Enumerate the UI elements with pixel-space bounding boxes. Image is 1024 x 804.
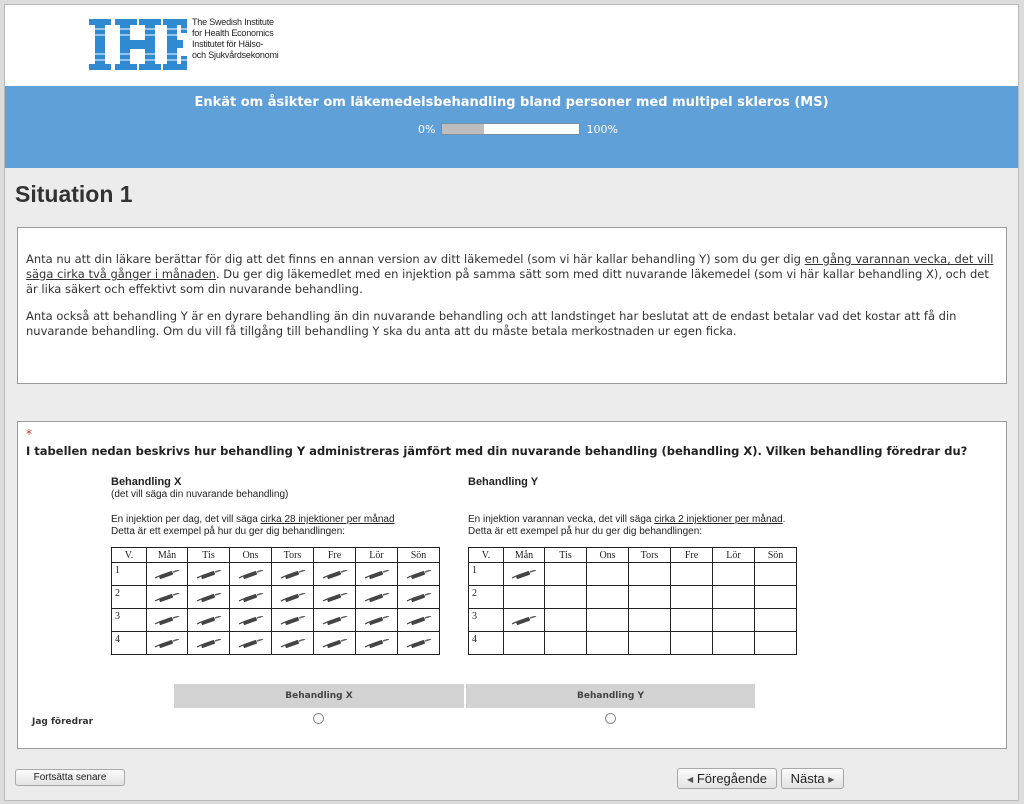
ty-header-row [469,548,797,563]
tx-day-cell [356,632,398,655]
logo-caption [192,17,279,61]
ty-day-cell [504,563,545,586]
ty-day-cell [755,632,797,655]
tx-week-number: 3 [112,609,147,632]
ty-day-cell [504,586,545,609]
ty-week-row [469,609,797,632]
syringe-icon [238,639,264,648]
treatment-x-schedule-table [111,547,440,655]
treatment-x-desc-start: En injektion per dag, det vill säga [111,514,261,525]
syringe-icon [406,616,432,625]
tx-header-row [112,548,440,563]
tx-col-header: Sön [398,548,440,563]
syringe-icon [364,639,390,648]
question-box [17,421,1007,749]
syringe-icon [322,639,348,648]
ty-day-cell [629,632,671,655]
treatment-x-subheading: (det vill säga din nuvarande behandling) [111,489,289,500]
intro-p1-underlined: en gång varannan vecka, det vill säga cirka två gånger i månaden [26,252,994,281]
syringe-icon [364,616,390,625]
tx-week-number: 1 [112,563,147,586]
syringe-icon [154,616,180,625]
tx-col-header: Tors [272,548,314,563]
ty-day-cell [671,563,713,586]
tx-day-cell [356,563,398,586]
treatment-y-desc-start: En injektion varannan vecka, det vill säga [468,514,655,525]
syringe-icon [406,593,432,602]
treatment-y-panel [468,476,798,655]
syringe-icon [406,570,432,579]
next-button-label: Nästa [790,771,825,786]
tx-day-cell [356,609,398,632]
tx-day-cell [314,632,356,655]
choice-row-label: Jag föredrar [32,717,94,727]
tx-day-cell [398,586,440,609]
intro-paragraph-2: Anta också att behandling Y är en dyrare behandling än din nuvarande behandling och att landstinget har beslutat att de endast betalar vad det kostar att få din nuvarande behandling. Om du vill få tillgång till behandling Y ska du anta att du måste betala merkostnaden ur egen ficka. [26,309,957,338]
tx-week-row [112,563,440,586]
ty-week-number: 1 [469,563,504,586]
tx-day-cell [147,632,188,655]
survey-banner [5,86,1018,168]
tx-col-header: V. [112,548,147,563]
treatment-y-schedule-table [468,547,797,655]
header-logo-bar [5,5,1018,86]
intro-text-box [17,227,1007,384]
tx-week-row [112,632,440,655]
ty-day-cell [587,563,629,586]
syringe-icon [280,570,306,579]
syringe-icon [196,593,222,602]
treatment-y-description [468,514,798,538]
syringe-icon [511,616,537,625]
syringe-icon [322,616,348,625]
progress-max-label: 100% [586,122,618,136]
ty-day-cell [504,632,545,655]
treatment-x-desc-end: Detta är ett exempel på hur du ger dig behandlingen: [111,526,346,537]
ty-day-cell [587,609,629,632]
intro-p1-end: . Du ger dig läkemedlet med en injektion på samma sätt som med ditt nuvarande läkemedel (som vi här kallar behandling X), och det är lika säkert och effektivt som din nuvarande behandling. [26,267,989,296]
ty-day-cell [545,563,587,586]
logo-line-1: The Swedish Institute [192,17,274,27]
tx-day-cell [188,586,230,609]
tx-day-cell [188,609,230,632]
tx-day-cell [188,632,230,655]
logo-line-3: Institutet för Hälso- [192,39,264,49]
ty-day-cell [713,586,755,609]
tx-week-row [112,586,440,609]
tx-day-cell [230,563,272,586]
treatment-y-spacer [468,489,798,500]
syringe-icon [406,639,432,648]
syringe-icon [238,616,264,625]
tx-col-header: Mån [147,548,188,563]
tx-day-cell [230,586,272,609]
ty-week-row [469,632,797,655]
tx-col-header: Lör [356,548,398,563]
ty-week-number: 4 [469,632,504,655]
tx-day-cell [314,563,356,586]
tx-week-number: 4 [112,632,147,655]
syringe-icon [196,570,222,579]
survey-window [4,4,1019,801]
ty-day-cell [671,632,713,655]
ihe-logo-icon [89,19,187,70]
syringe-icon [364,570,390,579]
radio-treatment-y[interactable] [605,713,616,724]
tx-day-cell [188,563,230,586]
tx-day-cell [272,609,314,632]
syringe-icon [322,593,348,602]
syringe-icon [196,616,222,625]
next-button[interactable] [781,768,844,789]
tx-day-cell [272,563,314,586]
tx-day-cell [356,586,398,609]
intro-p1-start: Anta nu att din läkare berättar för dig att det finns en annan version av ditt läkemedel (som vi här kallar behandling Y) som du ger dig [26,252,805,266]
ty-week-row [469,563,797,586]
previous-button[interactable] [677,768,777,789]
ty-day-cell [713,632,755,655]
ty-day-cell [587,632,629,655]
ty-week-row [469,586,797,609]
tx-col-header: Fre [314,548,356,563]
syringe-icon [238,570,264,579]
ty-day-cell [587,586,629,609]
logo-line-4: och Sjukvårdsekonomi [192,50,279,60]
syringe-icon [238,593,264,602]
ty-col-header: Mån [504,548,545,563]
ty-day-cell [755,609,797,632]
treatment-y-desc-end: . Detta är ett exempel på hur du ger dig behandlingen: [468,514,786,537]
question-text: I tabellen nedan beskrivs hur behandling Y administreras jämfört med din nuvarande behandling (behandling X). Vilken behandling föredrar du? [26,444,968,458]
tx-day-cell [398,632,440,655]
tx-week-number: 2 [112,586,147,609]
syringe-icon [322,570,348,579]
tx-day-cell [147,563,188,586]
chevron-right-icon: ▶ [828,775,835,785]
treatment-x-heading: Behandling X [111,476,182,488]
syringe-icon [280,593,306,602]
syringe-icon [154,593,180,602]
logo-line-2: for Health Economics [192,28,274,38]
ty-col-header: Lör [713,548,755,563]
tx-day-cell [272,632,314,655]
treatment-x-panel [111,476,441,655]
tx-week-row [112,609,440,632]
tx-day-cell [272,586,314,609]
page-title: Situation 1 [15,181,133,207]
continue-later-button[interactable]: Fortsätta senare [15,769,125,786]
tx-day-cell [230,609,272,632]
progress-min-label: 0% [418,122,436,136]
progress-bar [441,123,580,135]
syringe-icon [154,570,180,579]
syringe-icon [280,616,306,625]
ty-day-cell [713,563,755,586]
tx-day-cell [230,632,272,655]
tx-day-cell [314,609,356,632]
ty-day-cell [713,609,755,632]
tx-day-cell [314,586,356,609]
ty-day-cell [629,586,671,609]
ty-day-cell [755,586,797,609]
ty-col-header: Tis [545,548,587,563]
ty-col-header: V. [469,548,504,563]
treatment-x-desc-underlined: cirka 28 injektioner per månad [260,514,395,525]
tx-day-cell [147,609,188,632]
progress-fill [442,124,483,134]
choice-header-y: Behandling Y [466,684,755,708]
ty-col-header: Fre [671,548,713,563]
progress-indicator [418,121,618,137]
tx-day-cell [147,586,188,609]
syringe-icon [154,639,180,648]
ty-day-cell [671,609,713,632]
ty-day-cell [629,609,671,632]
survey-title: Enkät om åsikter om läkemedelsbehandling bland personer med multipel skleros (MS) [194,95,829,110]
ty-week-number: 3 [469,609,504,632]
ty-day-cell [504,609,545,632]
ty-day-cell [755,563,797,586]
syringe-icon [364,593,390,602]
ty-day-cell [545,586,587,609]
tx-day-cell [398,609,440,632]
syringe-icon [196,639,222,648]
tx-day-cell [398,563,440,586]
required-marker: * [26,427,32,441]
radio-treatment-x[interactable] [313,713,324,724]
tx-col-header: Tis [188,548,230,563]
ty-week-number: 2 [469,586,504,609]
syringe-icon [280,639,306,648]
ty-col-header: Ons [587,548,629,563]
ty-day-cell [671,586,713,609]
treatment-x-description [111,514,441,538]
ty-day-cell [545,632,587,655]
tx-col-header: Ons [230,548,272,563]
ty-day-cell [545,609,587,632]
treatment-y-desc-underlined: cirka 2 injektioner per månad [654,514,783,525]
previous-button-label: Föregående [696,771,767,786]
ty-col-header: Sön [755,548,797,563]
chevron-left-icon: ◀ [687,775,694,785]
ty-day-cell [629,563,671,586]
intro-paragraph-1 [26,252,998,297]
choice-header-x: Behandling X [174,684,464,708]
syringe-icon [511,570,537,579]
treatment-y-heading: Behandling Y [468,476,539,488]
ty-col-header: Tors [629,548,671,563]
